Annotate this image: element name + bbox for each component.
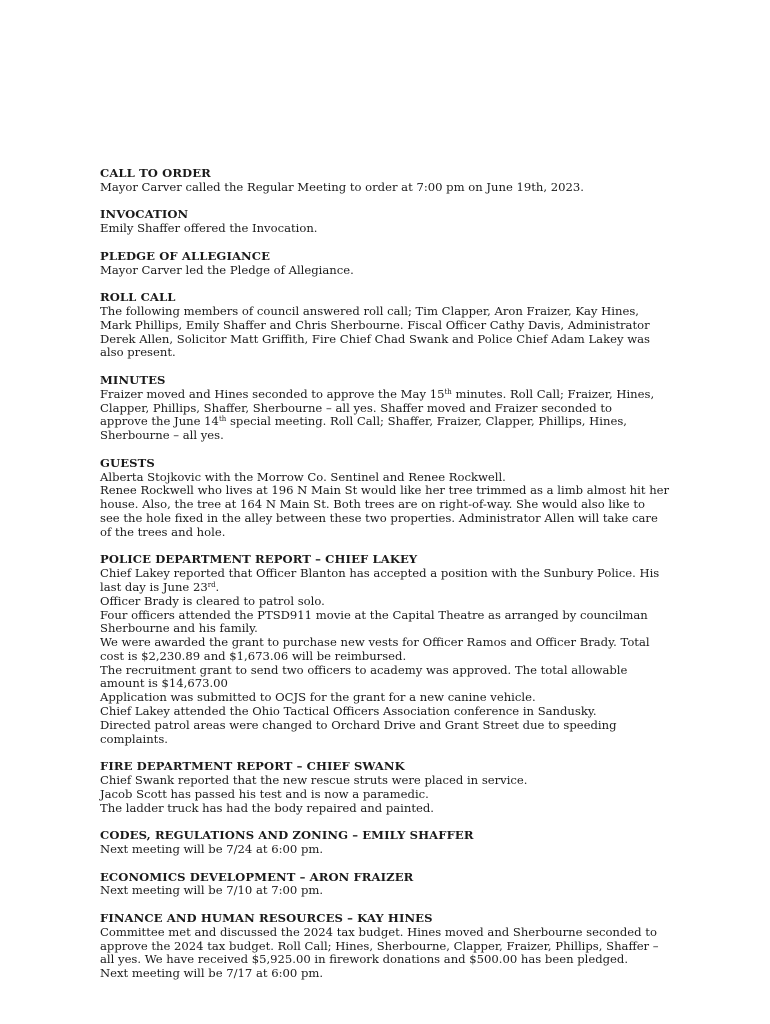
section-fire-department-report-chief-swank (100, 760, 695, 815)
body-line (100, 595, 695, 609)
line-text: last day is June 23 (100, 579, 208, 594)
line-text: approve the 2024 tax budget. Roll Call; Hines, Sherbourne, Clapper, Fraizer, Phillips, Shaffer – (100, 938, 659, 953)
body-line (100, 333, 695, 347)
body-line (100, 429, 695, 443)
line-text: Sherbourne and his family. (100, 621, 258, 636)
body-line (100, 264, 695, 278)
line-text: cost is $2,230.89 and $1,673.06 will be reimbursed. (100, 648, 407, 663)
line-text-continued: minutes. Roll Call; Fraizer, Hines, (451, 386, 655, 401)
line-text: Jacob Scott has passed his test and is now a paramedic. (100, 786, 429, 801)
line-text: Four officers attended the PTSD911 movie at the Capital Theatre as arranged by councilman (100, 607, 648, 622)
ordinal-suffix: th (218, 415, 227, 424)
line-text: Renee Rockwell who lives at 196 N Main St would like her tree trimmed as a limb almost hit her (100, 483, 670, 498)
body-line (100, 636, 695, 650)
document-page (100, 167, 695, 995)
section-pledge-of-allegiance (100, 250, 695, 278)
line-text: Fraizer moved and Hines seconded to approve the May 15 (100, 386, 445, 401)
section-economics-development-aron-fraizer (100, 871, 695, 899)
line-text: approve the June 14 (100, 414, 219, 429)
line-text: Chief Swank reported that the new rescue struts were placed in service. (100, 773, 528, 788)
body-line (100, 415, 695, 429)
line-text: Application was submitted to OCJS for the grant for a new canine vehicle. (100, 690, 536, 705)
line-text: The recruitment grant to send two officers to academy was approved. The total allowable (100, 662, 628, 677)
line-text: The following members of council answered roll call; Tim Clapper, Aron Fraizer, Kay Hines, (100, 303, 639, 318)
body-line (100, 774, 695, 788)
line-text: Officer Brady is cleared to patrol solo. (100, 593, 325, 608)
body-line (100, 967, 695, 981)
line-text: Emily Shaffer offered the Invocation. (100, 221, 318, 236)
line-text: Mayor Carver called the Regular Meeting to order at 7:00 pm on June 19th, 2023. (100, 179, 584, 194)
body-line (100, 953, 695, 967)
section-heading: POLICE DEPARTMENT REPORT – CHIEF LAKEY (100, 552, 418, 567)
section-roll-call (100, 291, 695, 360)
line-text-continued: . (215, 579, 220, 594)
line-text: Chief Lakey attended the Ohio Tactical Officers Association conference in Sandusky. (100, 704, 597, 719)
body-line (100, 609, 695, 623)
body-line (100, 940, 695, 954)
line-text: of the trees and hole. (100, 524, 226, 539)
body-line (100, 788, 695, 802)
section-heading: ROLL CALL (100, 290, 176, 305)
body-line (100, 843, 695, 857)
line-text: all yes. We have received $5,925.00 in firework donations and $500.00 has been pledged. (100, 952, 629, 967)
line-text: house. Also, the tree at 164 N Main St. Both trees are on right-of-way. She would also like to (100, 497, 645, 512)
section-heading: FINANCE AND HUMAN RESOURCES – KAY HINES (100, 911, 433, 926)
body-line (100, 402, 695, 416)
line-text: Next meeting will be 7/24 at 6:00 pm. (100, 842, 324, 857)
line-text-continued: special meeting. Roll Call; Shaffer, Fraizer, Clapper, Phillips, Hines, (226, 414, 627, 429)
body-line (100, 484, 695, 498)
body-line (100, 567, 695, 581)
line-text: amount is $14,673.00 (100, 676, 228, 691)
section-finance-and-human-resources-kay-hines (100, 912, 695, 981)
body-line (100, 650, 695, 664)
ordinal-suffix: th (444, 387, 452, 396)
body-line (100, 222, 695, 236)
body-line (100, 498, 695, 512)
line-text: Clapper, Phillips, Shaffer, Sherbourne – all yes. Shaffer moved and Fraizer seconded to (100, 400, 613, 415)
body-line (100, 664, 695, 678)
section-minutes (100, 374, 695, 443)
section-call-to-order (100, 167, 695, 195)
body-line (100, 346, 695, 360)
section-heading: GUESTS (100, 455, 155, 470)
line-text: Alberta Stojkovic with the Morrow Co. Sentinel and Renee Rockwell. (100, 469, 506, 484)
ordinal-suffix: rd (207, 580, 216, 589)
body-line (100, 677, 695, 691)
section-guests (100, 457, 695, 540)
body-line (100, 181, 695, 195)
section-heading: ECONOMICS DEVELOPMENT – ARON FRAIZER (100, 869, 414, 884)
section-heading: PLEDGE OF ALLEGIANCE (100, 248, 271, 263)
section-heading: INVOCATION (100, 207, 189, 222)
line-text: Next meeting will be 7/10 at 7:00 pm. (100, 883, 324, 898)
body-line (100, 581, 695, 595)
section-police-department-report-chief-lakey (100, 553, 695, 746)
body-line (100, 471, 695, 485)
line-text: also present. (100, 345, 176, 360)
body-line (100, 733, 695, 747)
line-text: Mark Phillips, Emily Shaffer and Chris Sherbourne. Fiscal Officer Cathy Davis, Administrator (100, 317, 650, 332)
body-line (100, 305, 695, 319)
body-line (100, 622, 695, 636)
section-heading: FIRE DEPARTMENT REPORT – CHIEF SWANK (100, 759, 405, 774)
line-text: Derek Allen, Solicitor Matt Griffith, Fire Chief Chad Swank and Police Chief Adam Lakey was (100, 331, 650, 346)
body-line (100, 884, 695, 898)
body-line (100, 705, 695, 719)
line-text: Directed patrol areas were changed to Orchard Drive and Grant Street due to speeding (100, 717, 617, 732)
body-line (100, 512, 695, 526)
body-line (100, 926, 695, 940)
line-text: complaints. (100, 731, 168, 746)
line-text: Sherbourne – all yes. (100, 428, 224, 443)
body-line (100, 802, 695, 816)
body-line (100, 691, 695, 705)
body-line (100, 388, 695, 402)
line-text: Committee met and discussed the 2024 tax budget. Hines moved and Sherbourne seconded to (100, 924, 657, 939)
section-heading: MINUTES (100, 372, 166, 387)
line-text: We were awarded the grant to purchase new vests for Officer Ramos and Officer Brady. Total (100, 635, 650, 650)
section-codes-regulations-and-zoning-emily-shaffer (100, 829, 695, 857)
section-heading: CODES, REGULATIONS AND ZONING – EMILY SHAFFER (100, 828, 474, 843)
line-text: Chief Lakey reported that Officer Blanton has accepted a position with the Sunbury Police. His (100, 566, 660, 581)
line-text: Mayor Carver led the Pledge of Allegiance. (100, 262, 354, 277)
body-line (100, 319, 695, 333)
line-text: The ladder truck has had the body repaired and painted. (100, 800, 434, 815)
line-text: see the hole fixed in the alley between these two properties. Administrator Allen will take care (100, 510, 658, 525)
section-heading: CALL TO ORDER (100, 166, 211, 180)
line-text: Next meeting will be 7/17 at 6:00 pm. (100, 966, 324, 981)
body-line (100, 719, 695, 733)
body-line (100, 526, 695, 540)
section-invocation (100, 208, 695, 236)
